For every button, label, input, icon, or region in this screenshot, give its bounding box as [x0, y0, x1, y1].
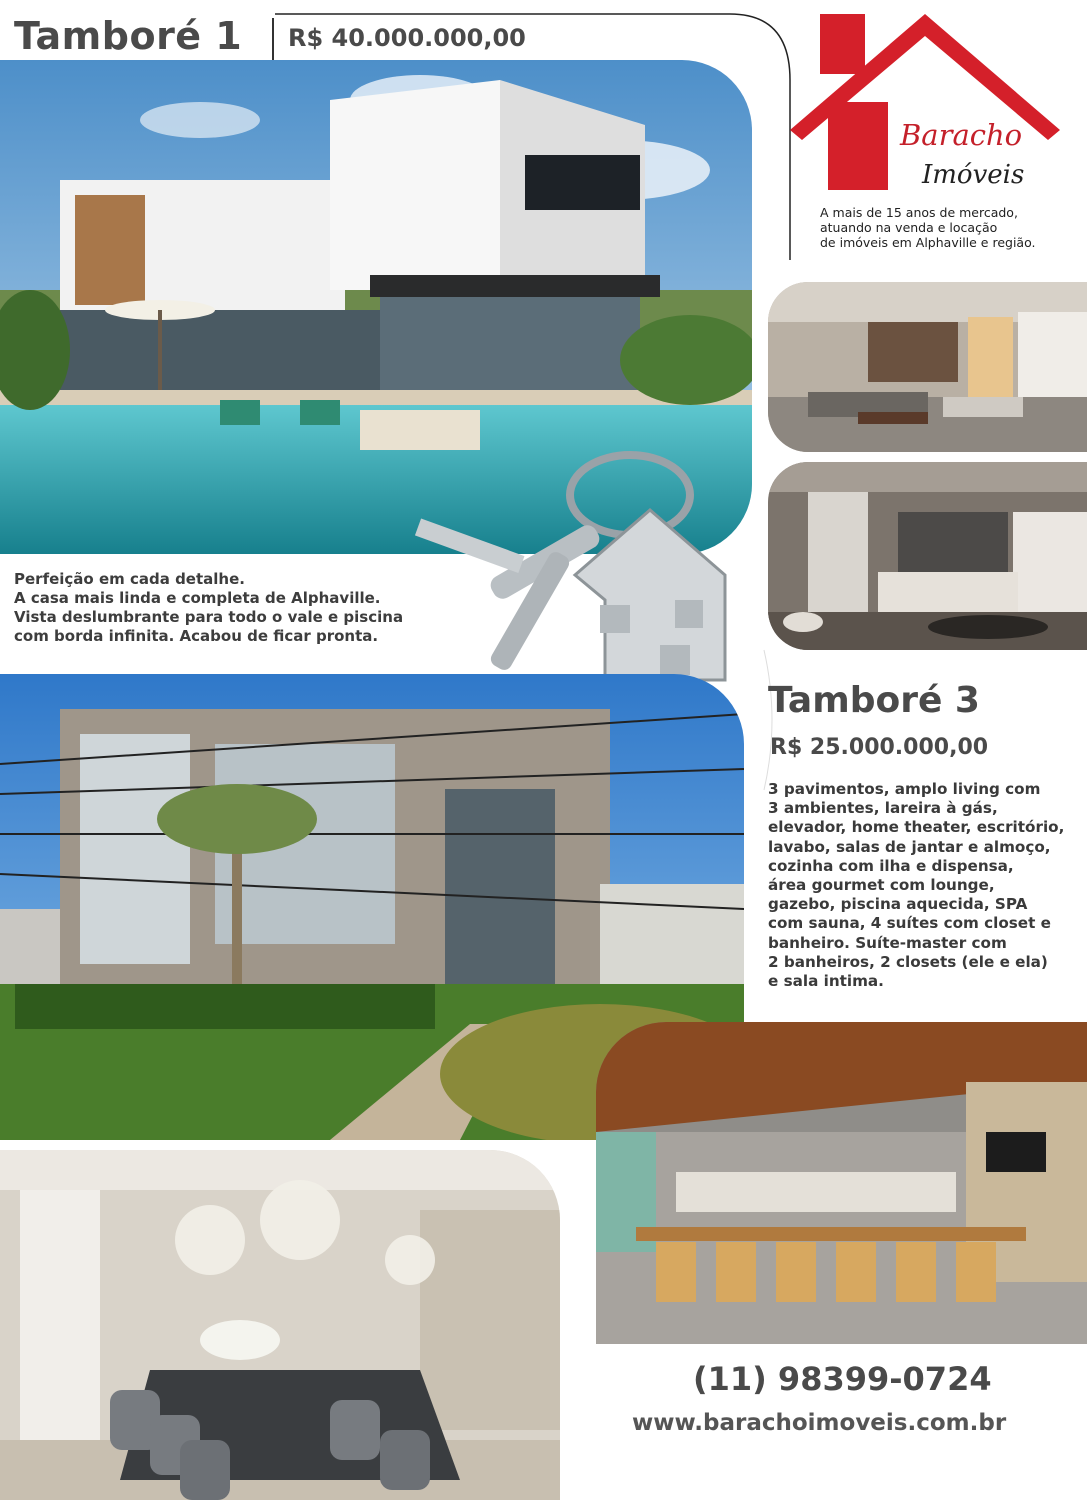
listing3-description-line: 2 banheiros, 2 closets (ele e ela) [768, 952, 1048, 971]
title-divider [272, 18, 274, 60]
listing1-price: R$ 40.000.000,00 [288, 24, 526, 52]
listing1-description [14, 570, 464, 646]
listing1-description-line: Perfeição em cada detalhe. [14, 570, 245, 588]
listing3-description-line: área gourmet com lounge, [768, 876, 995, 895]
listing1-description-line: com borda infinita. Acabou de ficar pronta. [14, 627, 379, 645]
brand-sub: Imóveis [922, 160, 1025, 190]
gourmet-area-photo [596, 1022, 1087, 1344]
listing3-description-line: cozinha com ilha e dispensa, [768, 856, 1014, 875]
listing3-title: Tamboré 3 [768, 680, 980, 721]
dining-room-photo [0, 1150, 560, 1500]
listing3-description-line: gazebo, piscina aquecida, SPA [768, 895, 1028, 914]
contact-phone[interactable]: (11) 98399-0724 [693, 1360, 992, 1398]
listing3-description-line: e sala intima. [768, 972, 884, 991]
listing3-price: R$ 25.000.000,00 [770, 735, 989, 760]
brand-tagline-line: atuando na venda e locação [820, 220, 998, 235]
contact-website-link[interactable]: www.barachoimoveis.com.br [632, 1410, 1007, 1436]
listing3-description-line: 3 pavimentos, amplo living com [768, 780, 1041, 798]
listing3-description [768, 780, 1086, 991]
bedroom-photo [768, 462, 1087, 650]
brand-name: Baracho [900, 118, 1023, 152]
listing3-description-line: com sauna, 4 suítes com closet e [768, 914, 1051, 933]
listing3-description-line: banheiro. Suíte-master com [768, 933, 1007, 952]
listing3-description-line: lavabo, salas de jantar e almoço, [768, 837, 1051, 856]
brand-tagline [820, 205, 1070, 250]
listing1-description-line: A casa mais linda e completa de Alphaville. [14, 589, 381, 607]
brand-tagline-line: A mais de 15 anos de mercado, [820, 205, 1018, 220]
listing1-description-line: Vista deslumbrante para todo o vale e piscina [14, 608, 404, 626]
listing1-title: Tamboré 1 [14, 14, 243, 58]
living-room-photo [768, 282, 1087, 452]
listing3-description-line: elevador, home theater, escritório, [768, 818, 1065, 837]
listing3-description-line: 3 ambientes, lareira à gás, [768, 799, 998, 818]
brand-tagline-line: de imóveis em Alphaville e região. [820, 235, 1036, 250]
